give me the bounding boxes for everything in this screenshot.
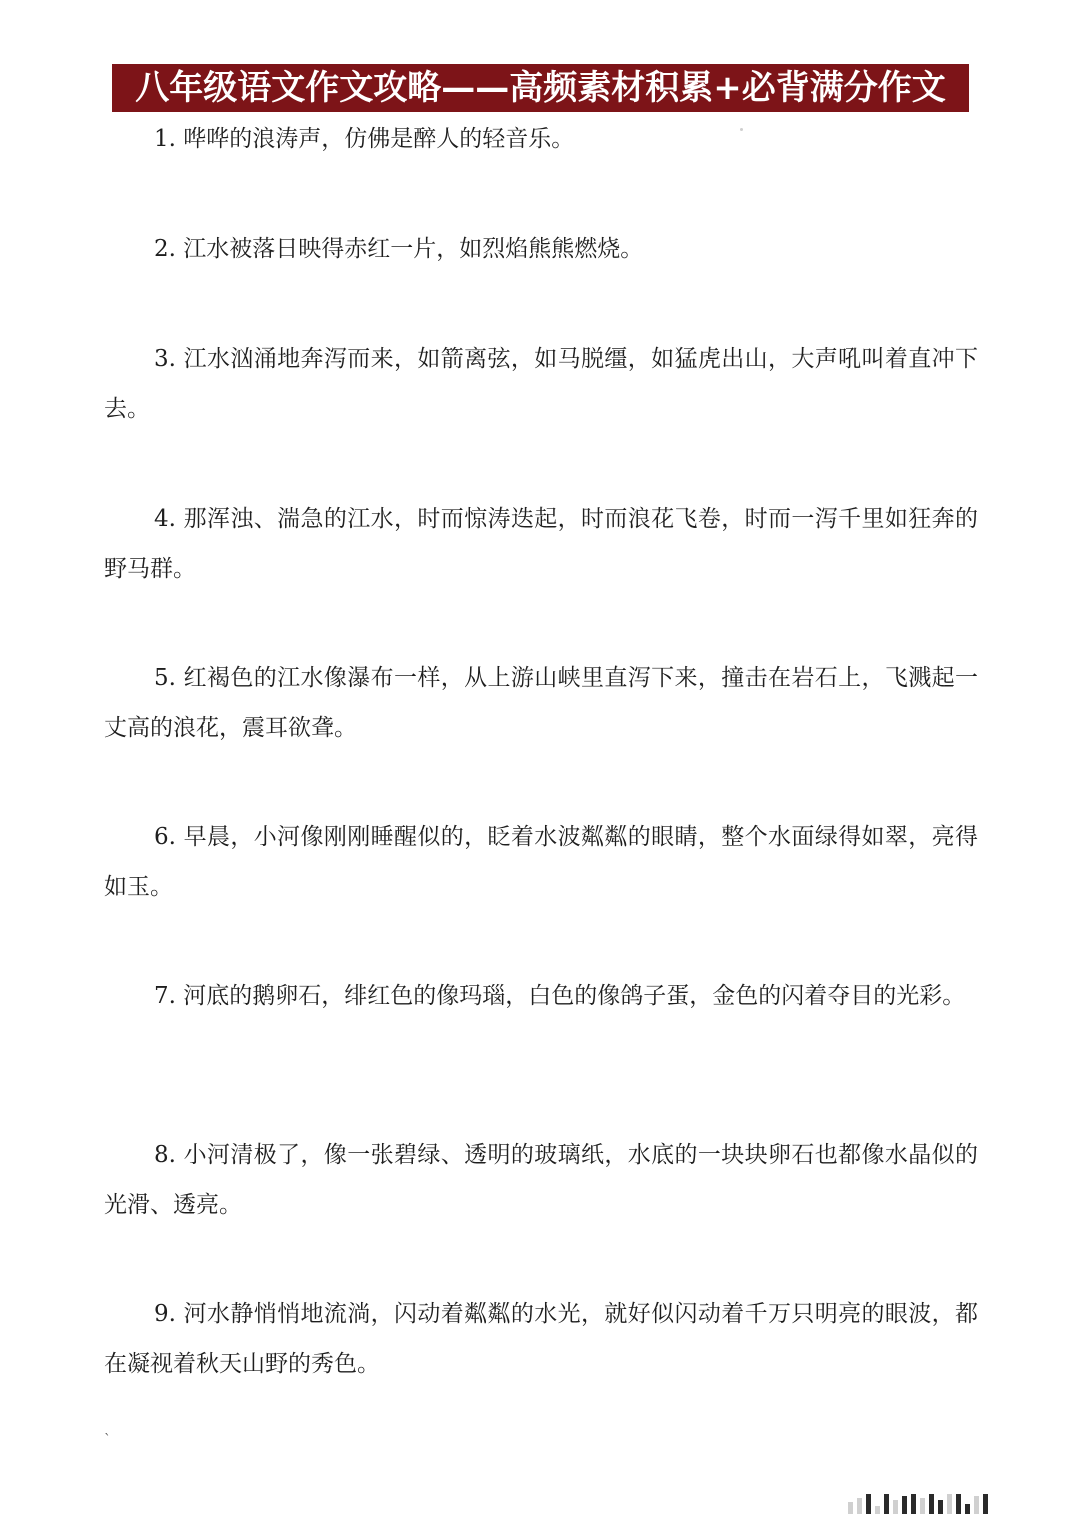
list-item: 5. 红褐色的江水像瀑布一样，从上游山峡里直泻下来，撞击在岩石上，飞溅起一丈高的浪花，震耳欲聋。 [104, 665, 978, 741]
title-banner [112, 64, 969, 112]
list-item: 4. 那浑浊、湍急的江水，时而惊涛迭起，时而浪花飞卷，时而一泻千里如狂奔的野马群。 [104, 506, 978, 582]
stray-mark: ` [104, 1432, 111, 1448]
list-item: 1. 哗哗的浪涛声，仿佛是醉人的轻音乐。 [154, 126, 575, 152]
page-title: 八年级语文作文攻略——高频素材积累+必背满分作文 [135, 68, 946, 108]
barcode-bar [893, 1500, 898, 1514]
list-item: 2. 江水被落日映得赤红一片，如烈焰熊熊燃烧。 [154, 236, 644, 262]
barcode-bar [911, 1494, 916, 1514]
barcode-bar [875, 1506, 880, 1514]
barcode-bar [857, 1498, 862, 1514]
barcode-bar [848, 1502, 853, 1514]
list-item: 8. 小河清极了，像一张碧绿、透明的玻璃纸，水底的一块块卵石也都像水晶似的光滑、透亮。 [104, 1142, 978, 1218]
barcode-bar [920, 1498, 925, 1514]
barcode-bar [974, 1496, 979, 1514]
barcode-bar [947, 1494, 952, 1514]
barcode-bar [965, 1504, 970, 1514]
barcode-bar [938, 1500, 943, 1514]
barcode-bar [983, 1494, 988, 1514]
barcode-bar [956, 1494, 961, 1514]
footer-barcode [848, 1490, 988, 1514]
list-item: 3. 江水汹涌地奔泻而来，如箭离弦，如马脱缰，如猛虎出山，大声吼叫着直冲下去。 [104, 346, 978, 422]
barcode-bar [902, 1496, 907, 1514]
barcode-bar [884, 1494, 889, 1514]
barcode-bar [866, 1494, 871, 1514]
list-item: 6. 早晨，小河像刚刚睡醒似的，眨着水波粼粼的眼睛，整个水面绿得如翠，亮得如玉。 [104, 824, 978, 900]
barcode-bar [929, 1494, 934, 1514]
list-item: 9. 河水静悄悄地流淌，闪动着粼粼的水光，就好似闪动着千万只明亮的眼波，都在凝视着秋天山野的秀色。 [104, 1301, 978, 1377]
list-item: 7. 河底的鹅卵石，绯红色的像玛瑙，白色的像鸽子蛋，金色的闪着夺目的光彩。 [154, 983, 966, 1009]
